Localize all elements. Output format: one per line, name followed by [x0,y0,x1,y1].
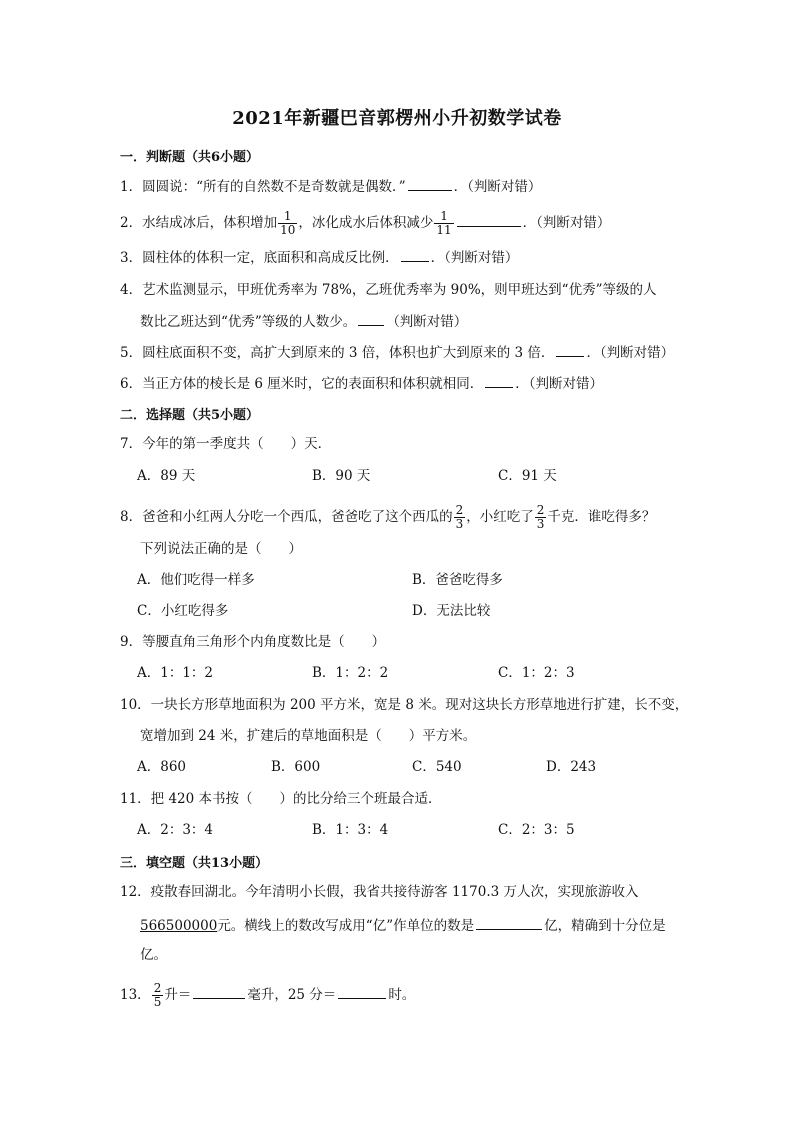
option-b[interactable]: B．1：3：4 [312,822,389,838]
option-a[interactable]: A．2：3：4 [137,822,214,838]
section-heading-choice: 二．选择题（共5小题） [120,408,260,423]
option-a[interactable]: A．1：1：2 [137,665,214,681]
option-b[interactable]: B．1：2：2 [312,665,389,681]
fraction: $\frac{2}{5}$ [153,981,162,1009]
page-title: 2021年新疆巴音郭楞州小升初数学试卷 [232,108,562,129]
question-8-line-1: 8．爸爸和小红两人分吃一个西瓜，爸爸吃了这个西瓜的 $\frac{2}{3}$ ，小红吃了 $\frac{2}{3}$ 千克．谁吃得多？ [120,503,656,531]
option-c[interactable]: C．540 [412,759,462,775]
option-a[interactable]: A．他们吃得一样多 [137,572,255,588]
answer-blank[interactable] [338,983,386,999]
section-heading-judgement: 一．判断题（共6小题） [120,150,260,165]
option-c[interactable]: C．2：3：5 [498,822,575,838]
fraction: $\frac{1}{11}$ [436,209,452,237]
option-c[interactable]: C．91 天 [498,468,557,484]
question-10-line-2: 宽增加到 24 米，扩建后的草地面积是（ ）平方米。 [140,728,477,744]
question-1: 1．圆圆说：“所有的自然数不是奇数就是偶数．” ．（判断对错） [120,175,541,197]
question-12-line-1: 12．疫散春回湖北。今年清明小长假，我省共接待游客 1170.3 万人次，实现旅游收入 [120,884,639,900]
question-9: 9．等腰直角三角形个内角度数比是（ ） [120,634,386,650]
option-d[interactable]: D．无法比较 [412,603,491,619]
question-12-line-2: 566500000元。横线上的数改写成用“亿”作单位的数是 亿，精确到十分位是 [140,914,666,936]
option-b[interactable]: B．爸爸吃得多 [412,572,503,588]
fraction: $\frac{2}{3}$ [536,503,545,531]
answer-blank[interactable] [556,341,584,357]
question-10-line-1: 10．一块长方形草地面积为 200 平方米，宽是 8 米。现对这块长方形草地进行扩建，长不变， [120,697,689,713]
answer-blank[interactable] [358,310,384,326]
answer-blank[interactable] [401,246,429,262]
question-5: 5．圆柱底面积不变，高扩大到原来的 3 倍，体积也扩大到原来的 3 倍． ．（判断对错） [120,341,674,363]
question-12-line-3: 亿。 [140,947,167,963]
underlined-number: 566500000 [140,918,218,934]
option-a[interactable]: A．89 天 [137,468,196,484]
option-c[interactable]: C．小红吃得多 [137,603,229,619]
question-4-line-2: 数比乙班达到“优秀”等级的人数少。 （判断对错） [140,310,467,332]
question-2: 2．水结成冰后，体积增加 $\frac{1}{10}$ ，冰化成水后体积减少 $\frac{1}{11}$ ．（判断对错） [120,209,611,237]
question-7: 7．今年的第一季度共（ ）天． [120,436,332,452]
option-b[interactable]: B．600 [271,759,321,775]
answer-blank[interactable] [485,372,513,388]
question-3: 3．圆柱体的体积一定，底面积和高成反比例． ．（判断对错） [120,246,518,268]
answer-blank[interactable] [408,175,452,191]
answer-blank[interactable] [193,983,245,999]
question-4-line-1: 4．艺术监测显示，甲班优秀率为 78%，乙班优秀率为 90%，则甲班达到“优秀”等级的人 [120,282,657,298]
option-c[interactable]: C．1：2：3 [498,665,575,681]
fraction: $\frac{2}{3}$ [455,503,464,531]
section-heading-fill-in: 三．填空题（共13小题） [120,856,269,871]
fraction: $\frac{1}{10}$ [280,209,296,237]
option-d[interactable]: D．243 [546,759,597,775]
answer-blank[interactable] [457,211,521,227]
question-13: 13． $\frac{2}{5}$ 升＝ 毫升，25 分＝ 时。 [120,981,416,1009]
option-b[interactable]: B．90 天 [312,468,371,484]
question-6: 6．当正方体的棱长是 6 厘米时，它的表面积和体积就相同． ．（判断对错） [120,372,603,394]
question-8-line-2: 下列说法正确的是（ ） [140,541,302,557]
answer-blank[interactable] [476,914,542,930]
option-a[interactable]: A．860 [137,759,187,775]
question-11: 11．把 420 本书按（ ）的比分给三个班最合适． [120,791,442,807]
